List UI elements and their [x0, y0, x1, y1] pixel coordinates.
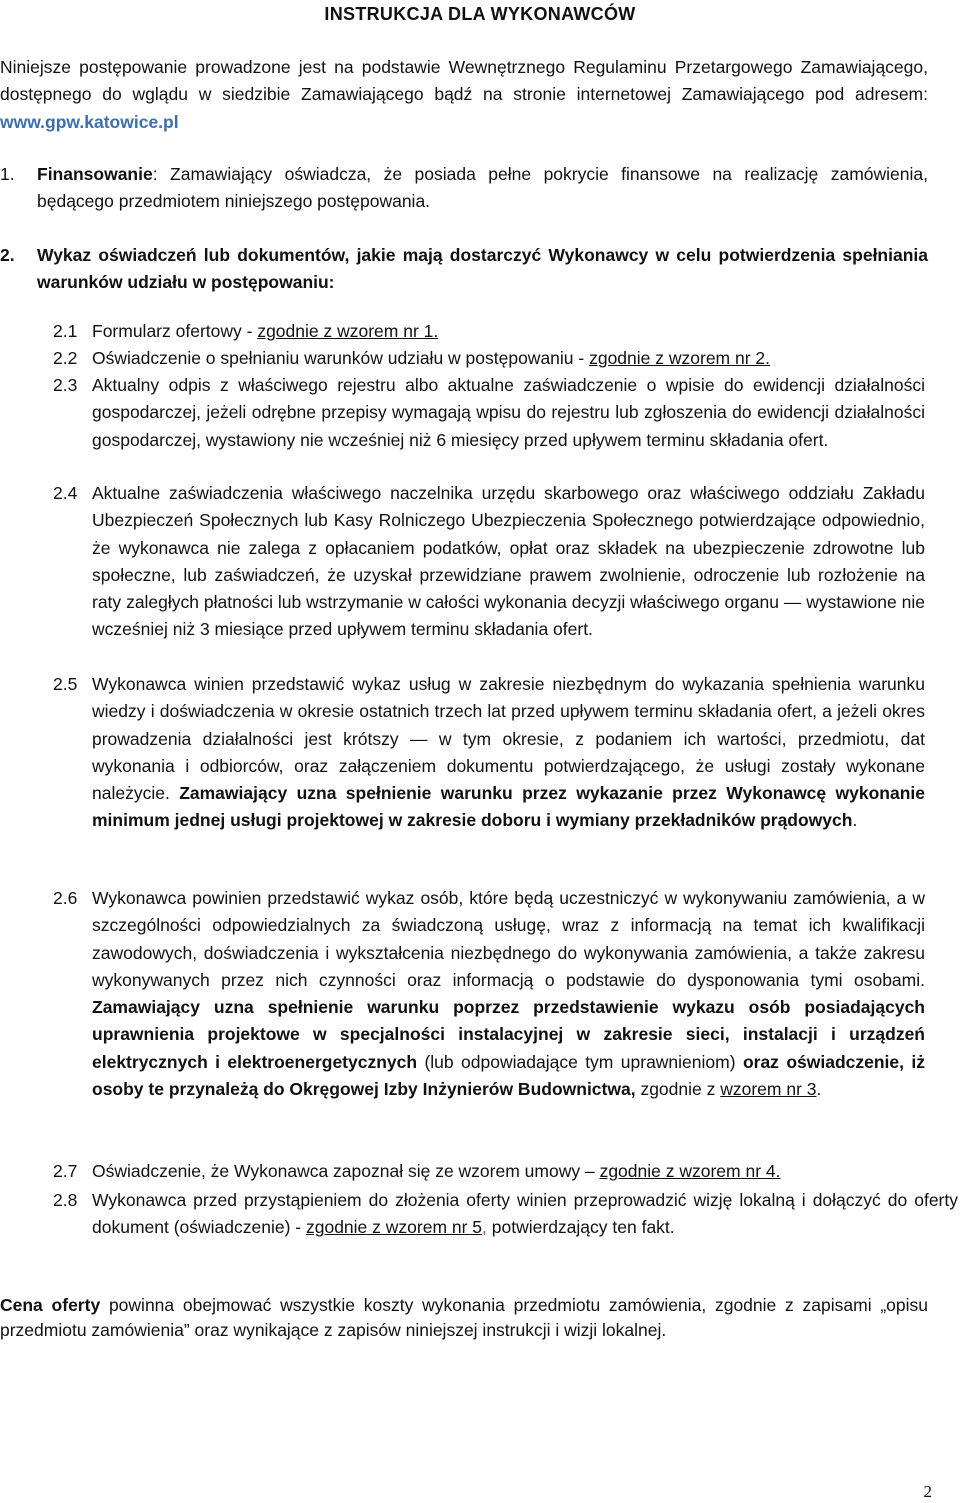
price-paragraph: [0, 1293, 928, 1342]
financing-heading: Finansowanie: [37, 164, 153, 184]
item-number: 2.6: [53, 888, 78, 908]
item-tail: potwierdzający ten fakt.: [486, 1217, 675, 1238]
list-item-2-3: [53, 372, 925, 454]
page-number: 2: [923, 1482, 932, 1501]
financing-text: : Zamawiający oświadcza, że posiada pełne pokrycie finansowe na realizację zamówienia, będącego przedmiotem niniejszego postępowania.: [37, 164, 928, 212]
template-reference: zgodnie z wzorem nr 4.: [599, 1161, 781, 1181]
item-text: Aktualne zaświadczenia właściwego naczelnika urzędu skarbowego oraz właściwego oddziału Zakładu Ubezpieczeń Społecznych lub Kasy Rolniczego Ubezpieczenia Społecznego potwierdzające odpowiednio, że wykonawca nie zalega z opłacaniem podatków, opłat oraz składek na ubezpieczenie zdrowotne lub społeczne, lub zaświadczeń, że uzyskał przewidziane prawem zwolnienie, odroczenie lub rozłożenie na raty zaległych płatności lub wstrzymanie w całości wykonania decyzji właściwego organu — wystawione nie wcześniej niż 3 miesiące przed upływem terminu składania ofert.: [92, 483, 925, 640]
website-link[interactable]: www.gpw.katowice.pl: [0, 111, 179, 132]
item-requirement: Zamawiający uzna spełnienie warunku poprzez przedstawienie wykazu osób posiadających uprawnienia projektowe w specjalności instalacyjnej w zakresie sieci, instalacji i urządzeń elektrycznych i elektroenergetycznych: [92, 997, 925, 1072]
item-text: Wykonawca powinien przedstawić wykaz osób, które będą uczestniczyć w wykonywaniu zamówienia, a w szczególności odpowiedzialnych za świadczoną usługę, wraz z informacją na temat ich kwalifikacji zawodowych, doświadczenia i wykształcenia niezbędnego do wykonywania zamówienia, a także zakresu wykonywanych przez nich czynności oraz informacją o podstawie do dysponowania tymi osobami.: [92, 888, 925, 990]
list-item-2-8: [53, 1187, 958, 1242]
item-end: .: [816, 1079, 822, 1100]
intro-text: Niniejsze postępowanie prowadzone jest na podstawie Wewnętrznego Regulaminu Przetargowego Zamawiającego, dostępnego do wglądu w siedzibie Zamawiającego bądź na stronie internetowej Zamawiającego pod adresem:: [0, 57, 928, 105]
section-documents: [0, 242, 928, 297]
section-financing: [0, 161, 928, 216]
list-item-2-6: [53, 885, 925, 1103]
item-number: 2.8: [53, 1190, 78, 1210]
price-heading: Cena oferty: [0, 1295, 101, 1315]
template-reference: wzorem nr 3: [720, 1079, 817, 1100]
item-requirement-2: oraz oświadczenie, iż osoby te przynależą do Okręgowej Izby Inżynierów Budownictwa,: [92, 1051, 926, 1100]
template-reference: zgodnie z wzorem nr 5: [305, 1217, 483, 1238]
item-text: Aktualny odpis z właściwego rejestru albo aktualne zaświadczenie o wpisie do ewidencji działalności gospodarczej, jeżeli odrębne przepisy wymagają wpisu do rejestru lub zgłoszenia do ewidencji działalności gospodarczej, wystawiony nie wcześniej niż 6 miesięcy przed upływem terminu składania ofert.: [92, 375, 925, 450]
list-item-2-7: [53, 1158, 925, 1185]
item-number: 2.3: [53, 375, 78, 395]
price-text: powinna obejmować wszystkie koszty wykonania przedmiotu zamówienia, zgodnie z zapisami „opisu przedmiotu zamówienia” oraz wynikające z zapisów niniejszej instrukcji i wizji lokalnej.: [0, 1295, 929, 1340]
item-number: 2.2: [53, 348, 78, 368]
documents-heading: Wykaz oświadczeń lub dokumentów, jakie mają dostarczyć Wykonawcy w celu potwierdzenia spełniania warunków udziału w postępowaniu:: [37, 245, 928, 293]
item-number: 2.4: [53, 483, 78, 503]
item-requirement: Zamawiający uzna spełnienie warunku przez wykazanie przez Wykonawcę wykonanie minimum jednej usługi projektowej w zakresie doboru i wymiany przekładników prądowych: [92, 783, 925, 831]
item-text-mid: (lub odpowiadające tym uprawnieniom): [417, 1051, 743, 1072]
section-number: 1.: [0, 164, 15, 184]
list-item-2-2: [53, 345, 925, 372]
list-item-2-1: [53, 318, 925, 345]
template-reference: zgodnie z wzorem nr 1.: [257, 321, 439, 341]
item-text: Oświadczenie o spełnianiu warunków udziału w postępowaniu -: [92, 348, 590, 368]
red-comma: ,: [482, 1217, 487, 1238]
item-text: Wykonawca przed przystąpieniem do złożenia oferty winien przeprowadzić wizję lokalną i dołączyć do oferty dokument (oświadczenie) -: [92, 1190, 958, 1238]
document-title: INSTRUKCJA DLA WYKONAWCÓW: [324, 4, 636, 24]
item-tail: .: [852, 810, 858, 831]
item-tail: zgodnie z: [635, 1079, 721, 1100]
intro-paragraph: [0, 54, 928, 136]
item-number: 2.7: [53, 1161, 78, 1181]
item-text: Formularz ofertowy -: [92, 321, 258, 341]
item-number: 2.1: [53, 321, 78, 341]
list-item-2-5: [53, 671, 925, 835]
list-item-2-4: [53, 480, 925, 644]
section-number: 2.: [0, 245, 15, 265]
item-text: Oświadczenie, że Wykonawca zapoznał się ze wzorem umowy –: [92, 1161, 600, 1181]
item-number: 2.5: [53, 674, 78, 694]
item-text: Wykonawca winien przedstawić wykaz usług w zakresie niezbędnym do wykazania spełnienia warunku wiedzy i doświadczenia w okresie ostatnich trzech lat przed upływem terminu składania ofert, a jeżeli okres prowadzenia działalności jest krótszy — w tym okresie, z podaniem ich wartości, przedmiotu, dat wykonania i odbiorców, oraz załączeniem dokumentu potwierdzającego, że usługi zostały wykonane należycie.: [92, 674, 925, 804]
template-reference: zgodnie z wzorem nr 2.: [589, 348, 771, 368]
